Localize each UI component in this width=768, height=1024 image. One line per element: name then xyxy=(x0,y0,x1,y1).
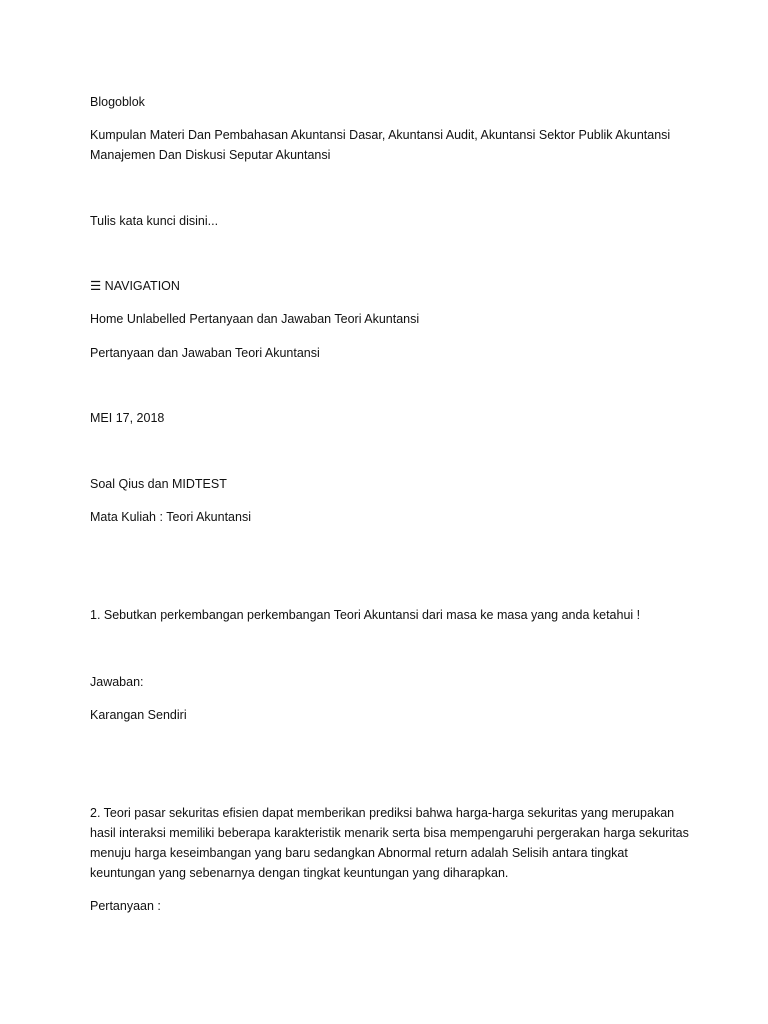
question-1: 1. Sebutkan perkembangan perkembangan Teori Akuntansi dari masa ke masa yang anda ketahui ! xyxy=(90,608,641,622)
breadcrumb[interactable]: Home Unlabelled Pertanyaan dan Jawaban Teori Akuntansi xyxy=(90,312,420,326)
post-title: Pertanyaan dan Jawaban Teori Akuntansi xyxy=(90,346,320,360)
question-2-text: 2. Teori pasar sekuritas efisien dapat memberikan prediksi bahwa harga-harga sekuritas yang merupakan hasil interaksi memiliki beberapa karakteristik menarik serta bisa mempengaruhi pergerakan harga sekuritas menuju harga keseimbangan yang baru sedangkan Abnormal return adalah Selisih antara tingkat keuntungan yang sebenarnya dengan tingkat keuntungan yang diharapkan. xyxy=(90,806,689,880)
answer-text: Karangan Sendiri xyxy=(90,708,187,722)
question-2-label: Pertanyaan : xyxy=(90,899,161,913)
post-heading: Soal Qius dan MIDTEST xyxy=(90,477,227,491)
blog-name[interactable]: Blogoblok xyxy=(90,95,145,109)
answer-label: Jawaban: xyxy=(90,675,144,689)
blog-tagline: Kumpulan Materi Dan Pembahasan Akuntansi Dasar, Akuntansi Audit, Akuntansi Sektor Publik Akuntansi Manajemen Dan Diskusi Seputar Akuntansi xyxy=(90,128,671,162)
post-date: MEI 17, 2018 xyxy=(90,411,165,425)
search-placeholder[interactable]: Tulis kata kunci disini... xyxy=(90,214,219,228)
course-label: Mata Kuliah : Teori Akuntansi xyxy=(90,510,251,524)
navigation-menu-label[interactable]: ☰ NAVIGATION xyxy=(90,279,180,293)
